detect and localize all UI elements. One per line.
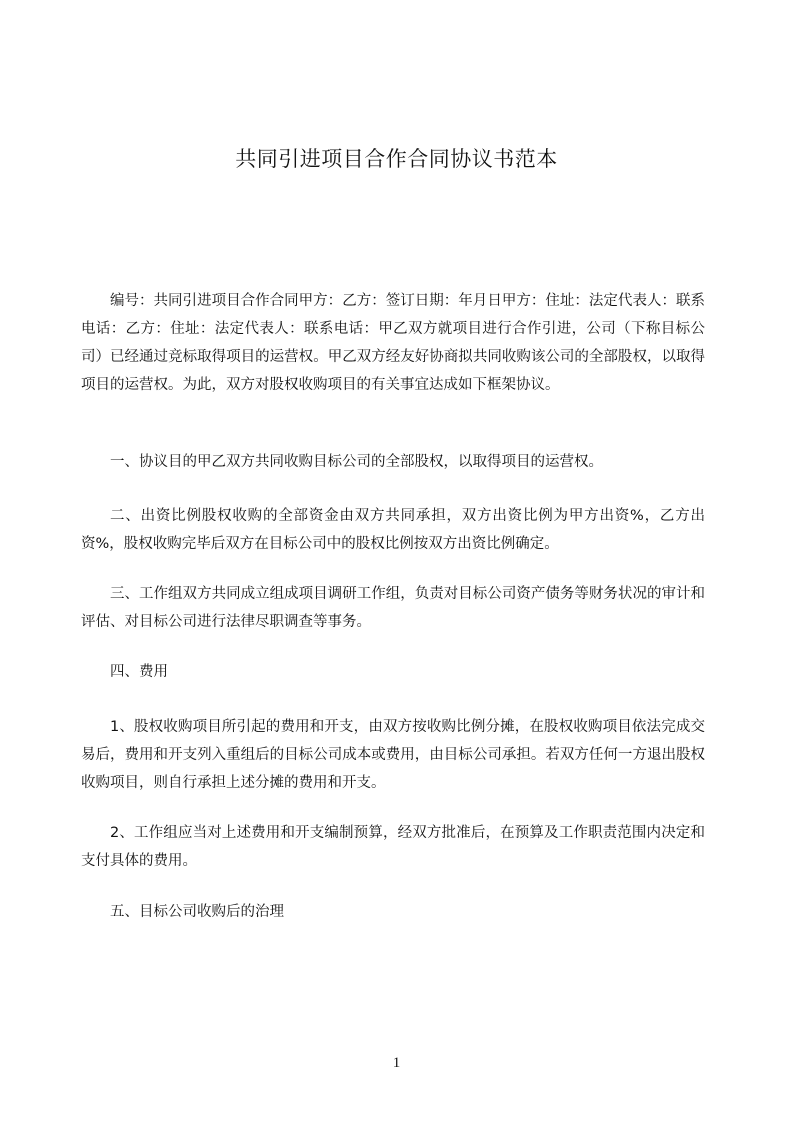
section-3-working-group: 三、工作组双方共同成立组成项目调研工作组，负责对目标公司资产债务等财务状况的审计和评估、对目标公司进行法律尽职调查等事务。 xyxy=(81,586,705,630)
section-2-contribution-ratio: 二、出资比例股权收购的全部资金由双方共同承担，双方出资比例为甲方出资%，乙方出资%，股权收购完毕后双方在目标公司中的股权比例按双方出资比例确定。 xyxy=(81,508,705,552)
page-number: 1 xyxy=(392,1055,401,1071)
section-5-heading: 五、目标公司收购后的治理 xyxy=(110,904,284,920)
document-title: 共同引进项目合作合同协议书范本 xyxy=(235,147,558,171)
section-4-item-2: 2、工作组应当对上述费用和开支编制预算，经双方批准后，在预算及工作职责范围内决定和支付具体的费用。 xyxy=(81,825,705,869)
section-4-expenses-heading: 四、费用 xyxy=(110,664,168,680)
section-1-purpose: 一、协议目的甲乙双方共同收购目标公司的全部股权，以取得项目的运营权。 xyxy=(110,454,603,470)
section-4-item-1: 1、股权收购项目所引起的费用和开支，由双方按收购比例分摊，在股权收购项目依法完成交易后，费用和开支列入重组后的目标公司成本或费用，由目标公司承担。若双方任何一方退出股权收购项目，则自行承担上述分摊的费用和开支。 xyxy=(81,719,705,791)
intro-paragraph: 编号：共同引进项目合作合同甲方：乙方：签订日期：年月日甲方：住址：法定代表人：联系电话：乙方：住址：法定代表人：联系电话：甲乙双方就项目进行合作引进，公司（下称目标公司）已经通过竞标取得项目的运营权。甲乙双方经友好协商拟共同收购该公司的全部股权，以取得项目的运营权。为此，双方对股权收购项目的有关事宜达成如下框架协议。 xyxy=(81,293,705,393)
